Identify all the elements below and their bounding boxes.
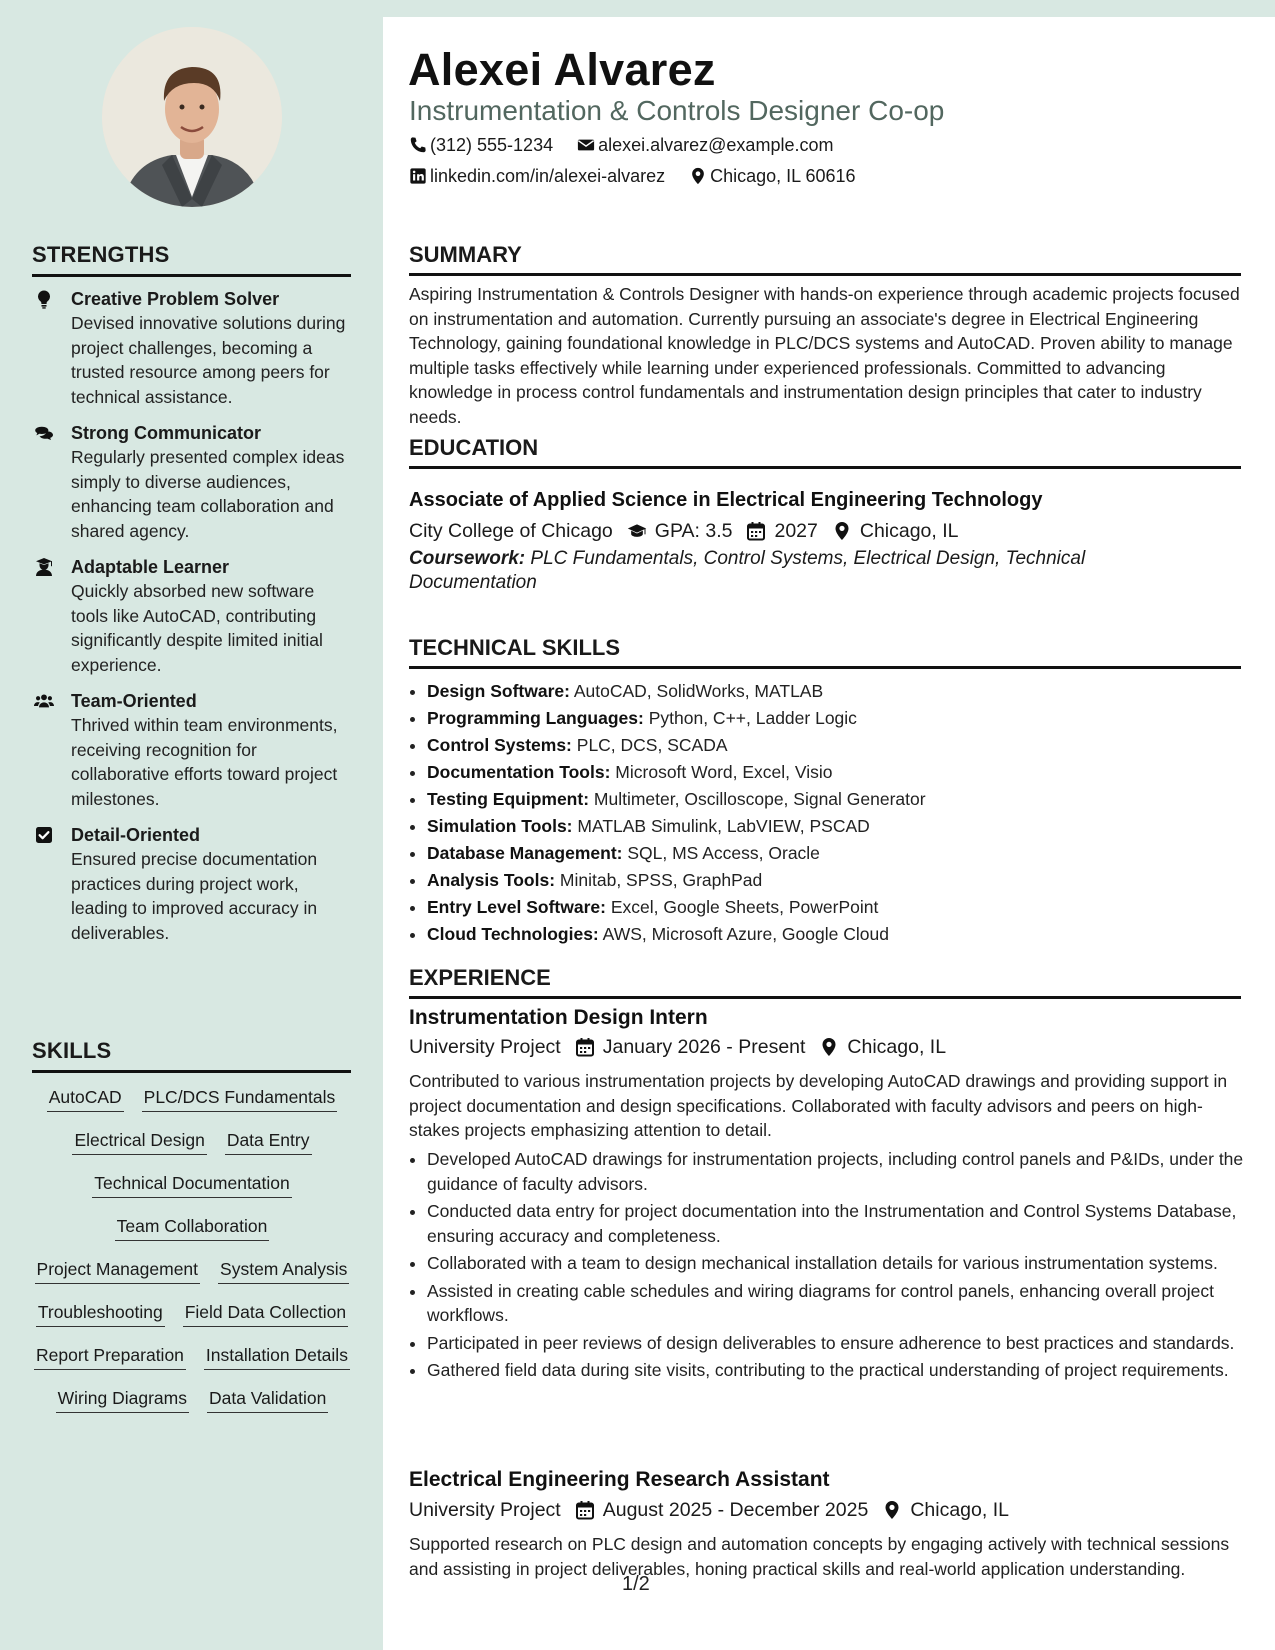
skill-label: Cloud Technologies: bbox=[427, 924, 599, 944]
skills-tags bbox=[32, 1086, 352, 1413]
list-item bbox=[427, 732, 1257, 759]
strength-desc: Thrived within team environments, receiving recognition for collaborative efforts toward project milestones. bbox=[71, 715, 338, 809]
list-item: • Participated in peer reviews of design deliverables to ensure adherence to best practices and standards. bbox=[427, 1331, 1247, 1356]
skill-label: Programming Languages: bbox=[427, 708, 644, 728]
job-title: Electrical Engineering Research Assistant bbox=[409, 1468, 830, 1491]
skill-value: Excel, Google Sheets, PowerPoint bbox=[610, 897, 879, 917]
page-number: 1/2 bbox=[622, 1573, 650, 1595]
skill-tag: AutoCAD bbox=[47, 1086, 124, 1112]
phone-text: (312) 555-1234 bbox=[430, 135, 554, 155]
job-title: Instrumentation Design Intern bbox=[409, 1006, 708, 1029]
list-item: • Collaborated with a team to design mechanical installation details for various instrumentation systems. bbox=[427, 1251, 1247, 1276]
skill-label: Entry Level Software: bbox=[427, 897, 606, 917]
map-pin-icon bbox=[819, 1037, 839, 1057]
lightbulb-icon bbox=[34, 289, 54, 309]
job-description: Contributed to various instrumentation projects by developing AutoCAD drawings and providing support in project documentation and design specifications. Collaborated with faculty advisors and peers on high-stakes projects emphasizing attention to detail. bbox=[409, 1071, 1228, 1140]
strength-title: Detail-Oriented bbox=[71, 825, 201, 845]
year-item bbox=[746, 519, 817, 543]
skill-label: Simulation Tools: bbox=[427, 816, 573, 836]
job-meta bbox=[409, 1035, 960, 1059]
job-location-text: Chicago, IL bbox=[910, 1499, 1009, 1521]
school-name: City College of Chicago bbox=[409, 520, 613, 542]
skill-tag: System Analysis bbox=[218, 1258, 349, 1284]
technical-skills-heading: TECHNICAL SKILLS bbox=[409, 635, 1241, 669]
skill-tag: Installation Details bbox=[204, 1344, 350, 1370]
education-heading: EDUCATION bbox=[409, 435, 1241, 469]
skill-label: Analysis Tools: bbox=[427, 870, 556, 890]
linkedin-contact[interactable] bbox=[409, 165, 665, 187]
summary-heading: SUMMARY bbox=[409, 242, 1241, 276]
strength-desc: Regularly presented complex ideas simply to diverse audiences, enhancing team collaboration and shared agency. bbox=[71, 447, 345, 541]
coursework bbox=[409, 547, 1169, 595]
job-dates bbox=[575, 1035, 806, 1059]
list-item: • Assisted in creating cable schedules and wiring diagrams for control panels, enhancing overall project workflows. bbox=[427, 1279, 1247, 1328]
list-item bbox=[427, 921, 1257, 948]
strength-item bbox=[32, 555, 352, 677]
coursework-label: Coursework: bbox=[409, 548, 526, 569]
phone-icon bbox=[409, 136, 427, 154]
skill-tag: Report Preparation bbox=[34, 1344, 186, 1370]
strengths-heading: STRENGTHS bbox=[32, 242, 351, 277]
list-item bbox=[427, 840, 1257, 867]
list-item bbox=[427, 678, 1257, 705]
skill-value: PLC, DCS, SCADA bbox=[576, 735, 728, 755]
skill-label: Control Systems: bbox=[427, 735, 572, 755]
strength-item bbox=[32, 287, 352, 409]
degree-title: Associate of Applied Science in Electrical Engineering Technology bbox=[409, 489, 1043, 511]
main-content bbox=[383, 17, 1275, 1650]
comments-icon bbox=[34, 423, 54, 443]
sidebar bbox=[0, 0, 383, 1650]
calendar-icon bbox=[575, 1500, 595, 1520]
job-org: University Project bbox=[409, 1036, 561, 1058]
strength-title: Adaptable Learner bbox=[71, 557, 230, 577]
map-pin-icon bbox=[882, 1500, 902, 1520]
job-description: Supported research on PLC design and automation concepts by engaging actively with technical sessions and assisting in project deliverables, honing practical skills and real-world application understanding. bbox=[409, 1534, 1230, 1579]
list-item bbox=[427, 759, 1257, 786]
gpa-item bbox=[627, 519, 733, 543]
skill-value: Multimeter, Oscilloscope, Signal Generator bbox=[593, 789, 926, 809]
job-dates-text: August 2025 - December 2025 bbox=[602, 1499, 869, 1521]
contact-row bbox=[409, 165, 880, 187]
strength-desc: Ensured precise documentation practices during project work, leading to improved accuracy in deliverables. bbox=[71, 849, 318, 943]
calendar-icon bbox=[575, 1037, 595, 1057]
list-item: • Conducted data entry for project documentation into the Instrumentation and Control Systems Database, ensuring accuracy and completeness. bbox=[427, 1199, 1247, 1248]
job-location bbox=[819, 1035, 946, 1059]
skill-label: Testing Equipment: bbox=[427, 789, 590, 809]
skill-value: AWS, Microsoft Azure, Google Cloud bbox=[602, 924, 889, 944]
strength-title: Creative Problem Solver bbox=[71, 289, 280, 309]
summary-text: Aspiring Instrumentation & Controls Designer with hands-on experience through academic projects focused on instrumentation and automation. Currently pursuing an associate's degree in Electrical Engineering Technology, gaining foundational knowledge in PLC/DCS systems and AutoCAD. Proven ability to manage multiple tasks effectively while learning under experienced professionals. Committed to advancing knowledge in process control fundamentals and instrumentation design principles that cater to industry needs. bbox=[409, 284, 1240, 427]
strength-desc: Quickly absorbed new software tools like AutoCAD, contributing significantly despite limited initial experience. bbox=[71, 581, 323, 675]
skill-tag: Wiring Diagrams bbox=[56, 1387, 189, 1413]
job-org: University Project bbox=[409, 1499, 561, 1521]
skill-label: Documentation Tools: bbox=[427, 762, 611, 782]
strength-title: Strong Communicator bbox=[71, 423, 262, 443]
list-item bbox=[427, 813, 1257, 840]
skill-tag: Troubleshooting bbox=[36, 1301, 165, 1327]
gpa-text: GPA: 3.5 bbox=[654, 520, 733, 542]
contact-row bbox=[409, 134, 857, 156]
profile-photo bbox=[102, 27, 282, 207]
skill-value: Microsoft Word, Excel, Visio bbox=[615, 762, 833, 782]
list-item: • Developed AutoCAD drawings for instrumentation projects, including control panels and P&IDs, under the guidance of faculty advisors. bbox=[427, 1147, 1247, 1196]
graduate-icon bbox=[34, 557, 54, 577]
linkedin-text: linkedin.com/in/alexei-alvarez bbox=[430, 166, 666, 186]
list-item bbox=[427, 705, 1257, 732]
email-text: alexei.alvarez@example.com bbox=[598, 135, 834, 155]
skill-tag: Field Data Collection bbox=[183, 1301, 348, 1327]
map-pin-icon bbox=[832, 521, 852, 541]
skill-tag: Data Entry bbox=[225, 1129, 312, 1155]
calendar-icon bbox=[746, 521, 766, 541]
skill-tag: Data Validation bbox=[207, 1387, 328, 1413]
envelope-icon bbox=[577, 136, 595, 154]
skill-tag: Team Collaboration bbox=[115, 1215, 270, 1241]
skill-value: SQL, MS Access, Oracle bbox=[627, 843, 820, 863]
skill-tag: Project Management bbox=[35, 1258, 200, 1284]
job-location bbox=[882, 1498, 1009, 1522]
skill-label: Design Software: bbox=[427, 681, 570, 701]
coursework-text: PLC Fundamentals, Control Systems, Electrical Design, Technical Documentation bbox=[409, 548, 1086, 593]
list-item bbox=[427, 894, 1257, 921]
job-dates-text: January 2026 - Present bbox=[602, 1036, 806, 1058]
strength-title: Team-Oriented bbox=[71, 691, 197, 711]
candidate-name: Alexei Alvarez bbox=[408, 44, 716, 95]
education-meta bbox=[409, 519, 973, 543]
job-meta bbox=[409, 1498, 1023, 1522]
email-contact[interactable] bbox=[577, 134, 833, 156]
list-item: • Gathered field data during site visits, contributing to the practical understanding of project requirements. bbox=[427, 1358, 1247, 1383]
skill-value: AutoCAD, SolidWorks, MATLAB bbox=[573, 681, 824, 701]
skill-tag: Technical Documentation bbox=[92, 1172, 292, 1198]
skill-value: Python, C++, Ladder Logic bbox=[648, 708, 857, 728]
job-dates bbox=[575, 1498, 869, 1522]
year-text: 2027 bbox=[774, 520, 818, 542]
school-location-text: Chicago, IL bbox=[859, 520, 959, 542]
graduation-cap-icon bbox=[627, 521, 647, 541]
school-location bbox=[832, 519, 959, 543]
checkbox-icon bbox=[34, 825, 54, 845]
location-contact bbox=[689, 165, 855, 187]
phone-contact[interactable] bbox=[409, 134, 553, 156]
strength-item bbox=[32, 421, 352, 543]
strength-desc: Devised innovative solutions during project challenges, becoming a trusted resource among peers for technical assistance. bbox=[71, 313, 346, 407]
list-item bbox=[427, 786, 1257, 813]
skill-value: MATLAB Simulink, LabVIEW, PSCAD bbox=[577, 816, 870, 836]
location-text: Chicago, IL 60616 bbox=[710, 166, 856, 186]
strength-item bbox=[32, 689, 352, 811]
skill-value: Minitab, SPSS, GraphPad bbox=[559, 870, 763, 890]
technical-skills-list bbox=[409, 678, 1257, 948]
skill-label: Database Management: bbox=[427, 843, 623, 863]
linkedin-icon bbox=[409, 167, 427, 185]
experience-heading: EXPERIENCE bbox=[409, 965, 1241, 999]
job-location-text: Chicago, IL bbox=[847, 1036, 947, 1058]
list-item bbox=[427, 867, 1257, 894]
users-icon bbox=[34, 691, 54, 711]
strength-item bbox=[32, 823, 352, 945]
skills-heading: SKILLS bbox=[32, 1038, 351, 1073]
candidate-role: Instrumentation & Controls Designer Co-op bbox=[409, 95, 945, 126]
strengths-list bbox=[32, 287, 352, 957]
job-bullets bbox=[409, 1147, 1247, 1386]
skill-tag: PLC/DCS Fundamentals bbox=[142, 1086, 338, 1112]
avatar bbox=[102, 27, 282, 207]
skill-tag: Electrical Design bbox=[72, 1129, 206, 1155]
map-pin-icon bbox=[689, 167, 707, 185]
